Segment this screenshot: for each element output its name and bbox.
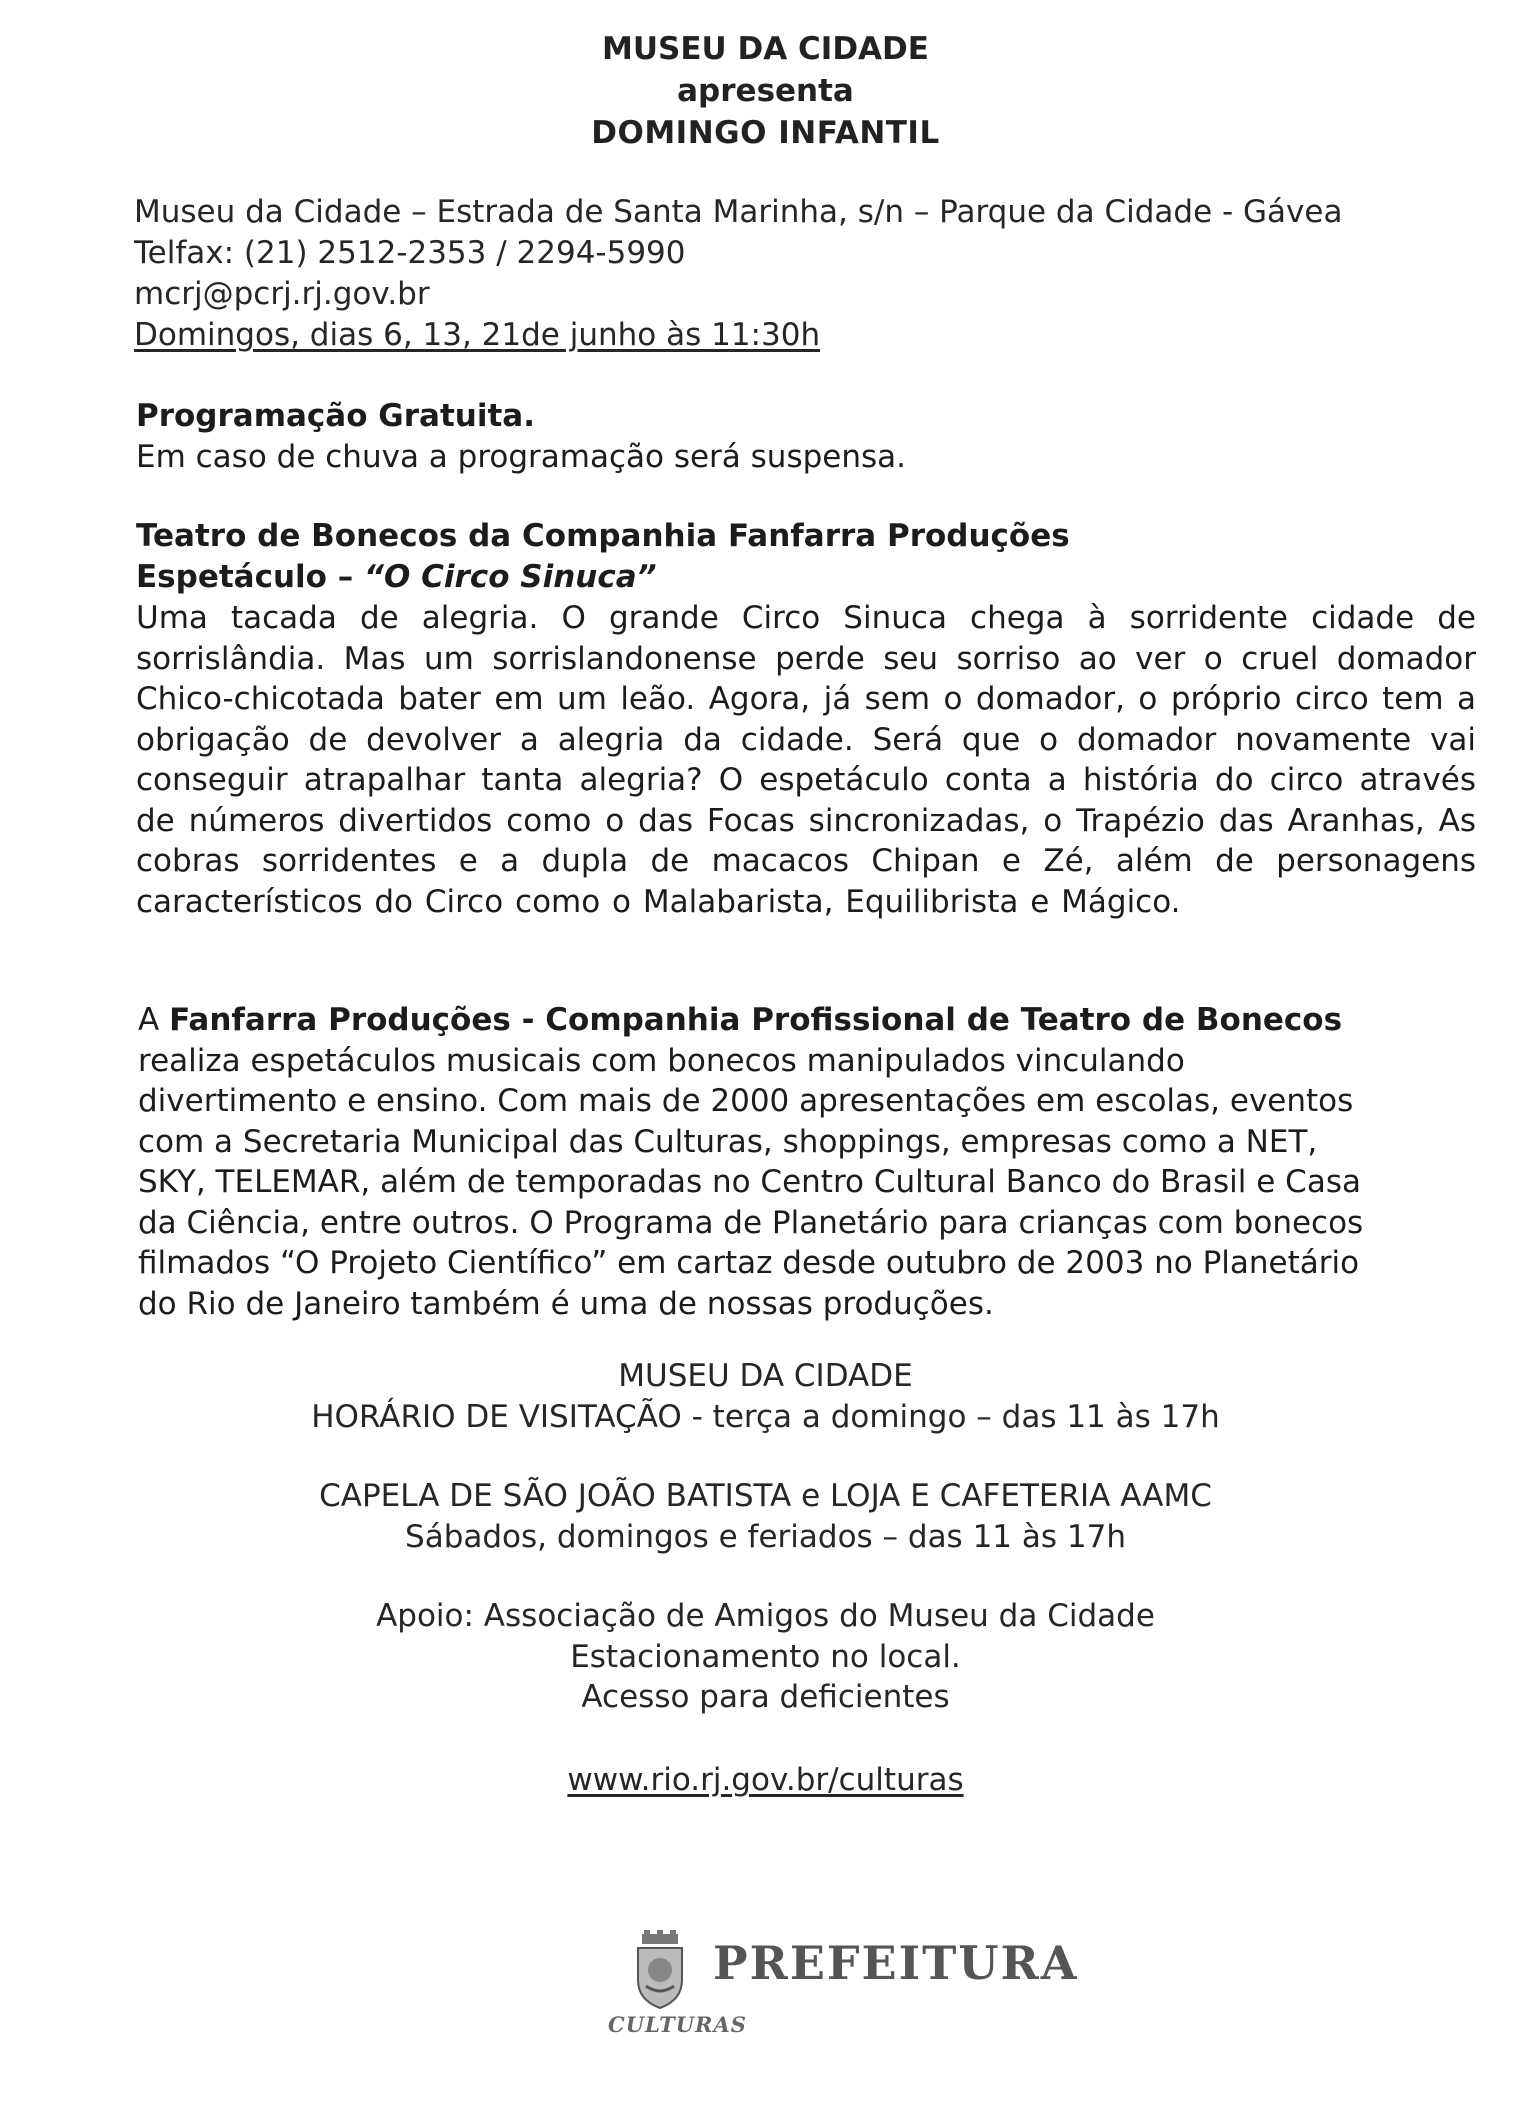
teatro-section [136, 516, 1476, 922]
prefeitura-wordmark: PREFEITURA [713, 1936, 1079, 1990]
header-subtitle: apresenta [677, 73, 854, 109]
fanfarra-name: Fanfarra Produções - Companhia Profissional de Teatro de Bonecos [169, 1002, 1343, 1038]
fanfarra-line: realiza espetáculos musicais com bonecos manipulados vinculando [138, 1042, 1185, 1079]
apoio-block [0, 1596, 1531, 1718]
fanfarra-prefix: A [138, 1002, 170, 1038]
accessibility-text: Acesso para deficientes [581, 1679, 950, 1715]
visitacao-hours: HORÁRIO DE VISITAÇÃO - terça a domingo – das 11 às 17h [311, 1398, 1220, 1435]
header-event-title: DOMINGO INFANTIL [591, 115, 940, 151]
programacao-title: Programação Gratuita. [136, 398, 535, 434]
capela-block [0, 1476, 1531, 1557]
espetaculo-heading [136, 557, 1476, 598]
espetaculo-description: Uma tacada de alegria. O grande Circo Sinuca chega à sorridente cidade de sorrislândia. Mas um sorrislandonense perde seu sorriso ao ver o cruel domador Chico-chicotada bater em um leão. Agora, já sem o domador, o próprio circo tem a obrigação de devolver a alegria da cidade. Será que o domador novamente vai conseguir atrapalhar tanta alegria? O espetáculo conta a história do circo através de números divertidos como o das Focas sincronizadas, o Trapézio das Aranhas, As cobras sorridentes e a dupla de macacos Chipan e Zé, além de personagens característicos do Circo como o Malabarista, Equilibrista e Mágico. [136, 600, 1476, 920]
fanfarra-lead [138, 1000, 1478, 1041]
prefeitura-logo [608, 1930, 1079, 2040]
fanfarra-line: SKY, TELEMAR, além de temporadas no Centro Cultural Banco do Brasil e Casa [138, 1164, 1361, 1200]
programacao-note: Em caso de chuva a programação será suspensa. [136, 439, 906, 475]
capela-title: CAPELA DE SÃO JOÃO BATISTA e LOJA E CAFETERIA AAMC [319, 1478, 1212, 1514]
fanfarra-line: divertimento e ensino. Com mais de 2000 apresentações em escolas, eventos [138, 1083, 1354, 1119]
email-text: mcrj@pcrj.rj.gov.br [134, 276, 430, 312]
programacao-block [136, 396, 906, 478]
dates-text: Domingos, dias 6, 13, 21de junho às 11:30h [134, 317, 821, 353]
fanfarra-section [138, 1000, 1478, 1324]
fanfarra-line: filmados “O Projeto Científico” em cartaz desde outubro de 2003 no Planetário [138, 1245, 1360, 1281]
fanfarra-line: do Rio de Janeiro também é uma de nossas produções. [138, 1285, 994, 1322]
fanfarra-line: com a Secretaria Municipal das Culturas, shoppings, empresas como a NET, [138, 1123, 1318, 1160]
coat-of-arms-icon [628, 1930, 692, 2010]
document-header [0, 28, 1531, 154]
apoio-text: Apoio: Associação de Amigos do Museu da Cidade [376, 1598, 1155, 1634]
website-block [0, 1760, 1531, 1801]
contact-block [134, 192, 1342, 356]
capela-hours: Sábados, domingos e feriados – das 11 às 17h [405, 1518, 1126, 1555]
visitacao-block [0, 1356, 1531, 1437]
fanfarra-line: da Ciência, entre outros. O Programa de Planetário para crianças com bonecos [138, 1204, 1364, 1241]
parking-text: Estacionamento no local. [570, 1638, 961, 1675]
website-link[interactable]: www.rio.rj.gov.br/culturas [567, 1762, 964, 1798]
telfax-text: Telfax: (21) 2512-2353 / 2294-5990 [134, 235, 686, 271]
espetaculo-label: Espetáculo – [136, 559, 365, 595]
visitacao-title: MUSEU DA CIDADE [618, 1358, 913, 1394]
address-text: Museu da Cidade – Estrada de Santa Marinha, s/n – Parque da Cidade - Gávea [134, 194, 1343, 230]
header-title: MUSEU DA CIDADE [602, 31, 929, 67]
teatro-title: Teatro de Bonecos da Companhia Fanfarra Produções [136, 518, 1070, 554]
culturas-wordmark: CULTURAS [608, 2012, 747, 2037]
espetaculo-title: “O Circo Sinuca” [364, 559, 657, 595]
